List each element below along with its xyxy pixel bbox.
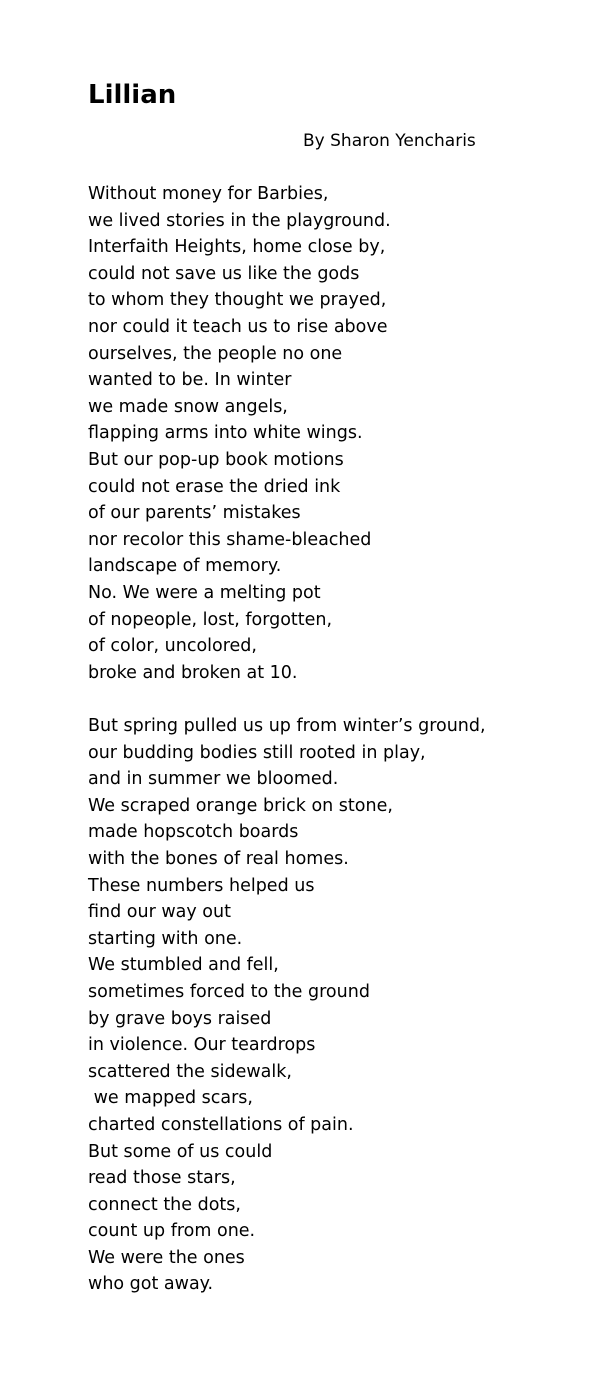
poem-line: of color, uncolored, [88,636,257,657]
poem-line: flapping arms into white wings. [88,423,363,444]
poem-line: connect the dots, [88,1194,241,1215]
poem-line: But our pop-up book motions [88,449,344,470]
poem-line: wanted to be. In winter [88,370,292,391]
stanza-1 [88,181,391,686]
poem-line: Without money for Barbies, [88,184,329,204]
poem-line: But spring pulled us up from winter’s ground, [88,716,486,736]
poem-line: nor could it teach us to rise above [88,316,388,337]
poem-line: could not erase the dried ink [88,476,341,497]
poem-line: We were the ones [88,1247,245,1268]
poem-line: scattered the sidewalk, [88,1061,292,1082]
poem-line: read those stars, [88,1168,236,1189]
poem-line: we lived stories in the playground. [88,210,391,231]
poem-title: Lillian [88,80,177,110]
poem-line: ourselves, the people no one [88,343,343,364]
poem-line: charted constellations of pain. [88,1114,354,1135]
poem-line: But some of us could [88,1141,273,1162]
poem-line: We stumbled and fell, [88,955,279,976]
poem-line: These numbers helped us [88,875,315,896]
poem-line: by grave boys raised [88,1008,272,1029]
poem-line: find our way out [88,902,231,923]
poem-line: Interfaith Heights, home close by, [88,237,386,258]
poem-line: in violence. Our teardrops [88,1035,316,1056]
poem-line: nor recolor this shame-bleached [88,529,372,550]
poem-line: count up from one. [88,1221,256,1242]
poem-line: broke and broken at 10. [88,662,298,683]
poem-line: could not save us like the gods [88,263,360,284]
poem-line: of our parents’ mistakes [88,503,301,524]
poem-line: sometimes forced to the ground [88,981,370,1002]
poem-line: We scraped orange brick on stone, [88,795,393,816]
poem-line: of nopeople, lost, forgotten, [88,609,333,630]
poem-line: to whom they thought we prayed, [88,290,387,311]
poem-line: and in summer we bloomed. [88,769,339,790]
poem-line: our budding bodies still rooted in play, [88,742,426,763]
poem-line: landscape of memory. [88,556,282,577]
poem-line: we made snow angels, [88,396,288,417]
poem-line: with the bones of real homes. [88,848,349,869]
poem-line: starting with one. [88,928,243,949]
poem-line: we mapped scars, [88,1088,253,1109]
poem-line: No. We were a melting pot [88,582,321,603]
poem-byline: By Sharon Yencharis [303,131,476,151]
stanza-2 [88,713,486,1298]
poem-line: made hopscotch boards [88,822,299,843]
poem-line: who got away. [88,1274,214,1295]
